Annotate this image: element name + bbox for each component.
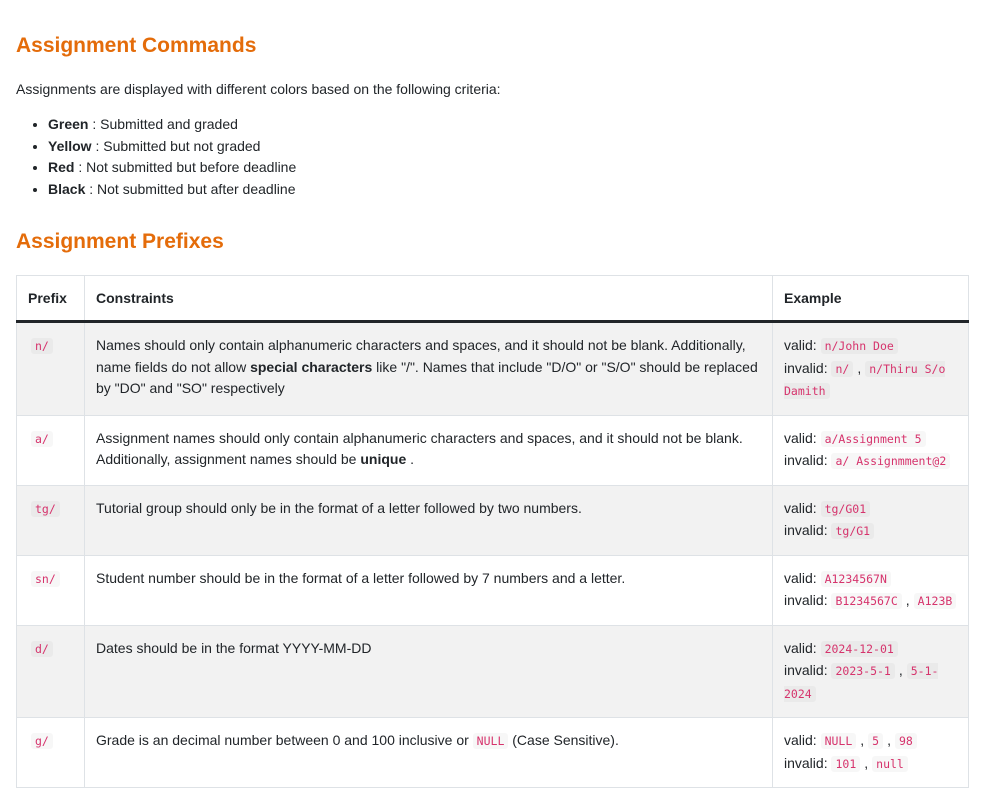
- example-cell: [773, 718, 969, 788]
- criteria-desc: : Not submitted but after deadline: [85, 180, 296, 197]
- valid-line: [784, 638, 957, 661]
- criteria-item: [48, 157, 296, 179]
- constraint-emphasis: special characters: [250, 358, 373, 375]
- example-cell: [773, 485, 969, 555]
- invalid-example: null: [872, 756, 908, 772]
- invalid-label: invalid:: [784, 452, 832, 468]
- constraint-cell: [85, 322, 773, 416]
- valid-label: valid:: [784, 639, 821, 656]
- invalid-line: [784, 590, 957, 613]
- table-row: [17, 415, 969, 485]
- constraint-text: Student number should be in the format of a letter followed by 7 numbers and a letter.: [96, 569, 626, 586]
- criteria-item: [48, 179, 296, 201]
- constraint-text: Dates should be in the format YYYY-MM-DD: [96, 639, 372, 656]
- valid-line: [784, 335, 957, 358]
- valid-line: [784, 568, 957, 591]
- valid-label: valid:: [784, 499, 821, 516]
- prefix-cell: [17, 415, 85, 485]
- valid-example: a/Assignment 5: [821, 431, 926, 447]
- criteria-desc: : Submitted and graded: [88, 116, 238, 132]
- prefix-cell: [17, 485, 85, 555]
- constraint-cell: [85, 718, 773, 788]
- prefix-cell: [17, 718, 85, 788]
- invalid-example: B1234567C: [831, 593, 901, 609]
- table-body: [17, 322, 969, 788]
- invalid-example: 101: [831, 756, 860, 772]
- invalid-line: [784, 660, 957, 705]
- valid-example: tg/G01: [821, 501, 871, 517]
- criteria-desc: : Submitted but not graded: [91, 137, 261, 154]
- constraint-cell: [85, 555, 773, 625]
- constraint-text: Grade is an decimal number between 0 and 100 inclusive or: [96, 732, 473, 748]
- prefix-cell: [17, 555, 85, 625]
- table-row: [17, 625, 969, 718]
- table-header-row: [17, 276, 969, 322]
- invalid-example: tg/G1: [831, 523, 874, 539]
- criteria-list: [16, 114, 296, 200]
- valid-example: 98: [895, 733, 917, 749]
- constraint-text-tail: (Case Sensitive).: [508, 732, 619, 748]
- criteria-desc: : Not submitted but before deadline: [74, 159, 297, 175]
- example-separator: ,: [864, 754, 869, 771]
- invalid-line: [784, 753, 957, 776]
- valid-label: valid:: [784, 732, 821, 748]
- prefix-code: sn/: [31, 571, 60, 587]
- example-separator: ,: [860, 732, 865, 748]
- invalid-line: [784, 450, 957, 473]
- table-row: [17, 555, 969, 625]
- criteria-color: Green: [48, 116, 89, 132]
- invalid-label: invalid:: [784, 522, 832, 538]
- example-cell: [773, 555, 969, 625]
- constraint-text: Tutorial group should only be in the format of a letter followed by two numbers.: [96, 499, 582, 516]
- prefix-code: d/: [31, 641, 53, 657]
- header-example: Example: [773, 276, 969, 322]
- example-cell: [773, 415, 969, 485]
- header-constraints: Constraints: [85, 276, 773, 322]
- intro-text: Assignments are displayed with different colors based on the following criteria:: [16, 81, 501, 97]
- invalid-example: a/ Assignmment@2: [831, 453, 950, 469]
- header-prefix: Prefix: [17, 276, 85, 322]
- constraint-cell: [85, 485, 773, 555]
- valid-label: valid:: [784, 569, 821, 586]
- invalid-label: invalid:: [784, 592, 832, 608]
- constraint-text-tail: .: [406, 451, 415, 467]
- criteria-color: Black: [48, 180, 86, 197]
- table-row: [17, 322, 969, 416]
- invalid-example: n/Thiru S/o Damith: [784, 361, 946, 398]
- example-separator: ,: [887, 732, 891, 748]
- example-cell: [773, 625, 969, 718]
- valid-example: n/John Doe: [821, 338, 898, 354]
- valid-example: 2024-12-01: [821, 641, 898, 657]
- prefix-code: tg/: [31, 501, 60, 517]
- constraint-text-tail: like "/". Names that include "D/O" or "S/O" should be replaced by "DO" and "SO" respectively: [96, 358, 758, 396]
- prefix-code: a/: [31, 431, 53, 447]
- invalid-example: n/: [831, 361, 853, 377]
- valid-label: valid:: [784, 429, 821, 446]
- prefix-table: [16, 275, 969, 788]
- valid-example: NULL: [821, 733, 857, 749]
- table-row: [17, 485, 969, 555]
- invalid-label: invalid:: [784, 359, 832, 376]
- invalid-example: A123B: [914, 593, 957, 609]
- valid-line: [784, 730, 957, 753]
- invalid-example: 5-1-2024: [784, 664, 939, 701]
- valid-line: [784, 428, 957, 451]
- constraint-text: Assignment names should only contain alphanumeric characters and spaces, and it should not be blank. Additionally, assignment names should be: [96, 429, 743, 467]
- prefix-cell: [17, 625, 85, 718]
- prefix-cell: [17, 322, 85, 416]
- invalid-label: invalid:: [784, 754, 832, 771]
- criteria-color: Red: [48, 159, 75, 175]
- criteria-item: [48, 114, 296, 136]
- criteria-item: [48, 136, 296, 158]
- valid-example: A1234567N: [821, 571, 891, 587]
- example-cell: [773, 322, 969, 416]
- constraint-cell: [85, 415, 773, 485]
- invalid-example: 2023-5-1: [831, 663, 894, 679]
- valid-example: 5: [868, 733, 883, 749]
- example-separator: ,: [898, 662, 903, 678]
- example-separator: ,: [857, 359, 862, 376]
- example-separator: ,: [905, 592, 910, 608]
- constraint-text: Names should only contain alphanumeric characters and spaces, and it should not be blank. Additionally, name fields do not allow: [96, 337, 746, 375]
- invalid-line: [784, 358, 957, 403]
- heading-assignment-commands: Assignment Commands: [16, 34, 257, 57]
- constraint-cell: [85, 625, 773, 718]
- prefix-code: g/: [31, 733, 53, 749]
- heading-assignment-prefixes: Assignment Prefixes: [16, 230, 224, 253]
- criteria-color: Yellow: [48, 137, 92, 154]
- constraint-code: NULL: [473, 733, 509, 749]
- prefix-code: n/: [31, 338, 53, 354]
- invalid-label: invalid:: [784, 662, 832, 678]
- table-row: [17, 718, 969, 788]
- constraint-emphasis: unique: [360, 451, 407, 467]
- valid-label: valid:: [784, 337, 821, 353]
- valid-line: [784, 498, 957, 521]
- invalid-line: [784, 520, 957, 543]
